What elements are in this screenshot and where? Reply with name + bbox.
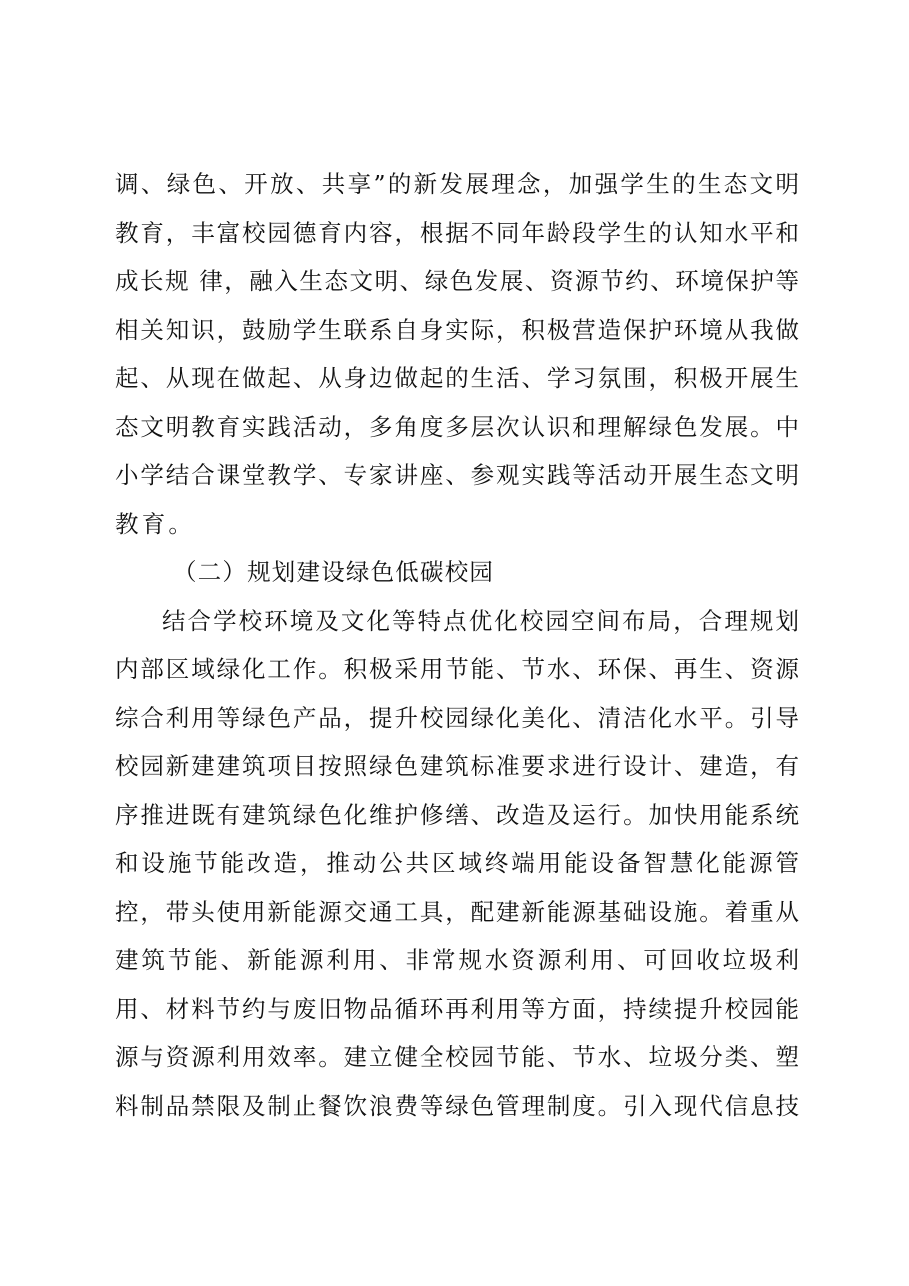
paragraph-1-line: 教育，丰富校园德育内容，根据不同年龄段学生的认知水平和 [115, 218, 799, 247]
paragraph-2-line: 用、材料节约与废旧物品循环再利用等方面，持续提升校园能 [115, 994, 799, 1023]
paragraph-1-last-line: 教育。 [115, 509, 196, 538]
section-heading: （二）规划建设绿色低碳校园 [173, 558, 495, 586]
paragraph-2-line: 建筑节能、新能源利用、非常规水资源利用、可回收垃圾利 [115, 946, 799, 974]
paragraph-2-line: 序推进既有建筑绿色化维护修缮、改造及运行。加快用能系统 [115, 800, 799, 829]
paragraph-1-line: 相关知识，鼓励学生联系自身实际，积极营造保护环境从我做 [115, 315, 799, 344]
paragraph-1-line: 态文明教育实践活动，多角度多层次认识和理解绿色发展。中 [115, 412, 799, 441]
paragraph-1-line: 成长规 律，融入生态文明、绿色发展、资源节约、环境保护等 [115, 267, 799, 295]
paragraph-2-line: 综合利用等绿色产品，提升校园绿化美化、清洁化水平。引导 [115, 703, 799, 732]
paragraph-2-line: 源与资源利用效率。建立健全校园节能、节水、垃圾分类、塑 [115, 1043, 799, 1071]
paragraph-2-line: 内部区域绿化工作。积极采用节能、节水、环保、再生、资源 [115, 655, 799, 683]
paragraph-2-line: 料制品禁限及制止餐饮浪费等绿色管理制度。引入现代信息技 [115, 1091, 799, 1120]
paragraph-2-line: 和设施节能改造，推动公共区域终端用能设备智慧化能源管 [115, 849, 799, 877]
paragraph-1-line: 起、从现在做起、从身边做起的生活、学习氛围，积极开展生 [115, 364, 799, 392]
paragraph-2-line: 控，带头使用新能源交通工具，配建新能源基础设施。着重从 [115, 897, 799, 926]
paragraph-2-first-line: 结合学校环境及文化等特点优化校园空间布局，合理规划 [162, 606, 799, 635]
document-body [115, 160, 799, 1130]
paragraph-2-line: 校园新建建筑项目按照绿色建筑标准要求进行设计、建造，有 [115, 752, 799, 780]
paragraph-1-line: 调、绿色、开放、共享”的新发展理念，加强学生的生态文明 [115, 170, 799, 198]
paragraph-1-line: 小学结合课堂教学、专家讲座、参观实践等活动开展生态文明 [115, 461, 799, 489]
